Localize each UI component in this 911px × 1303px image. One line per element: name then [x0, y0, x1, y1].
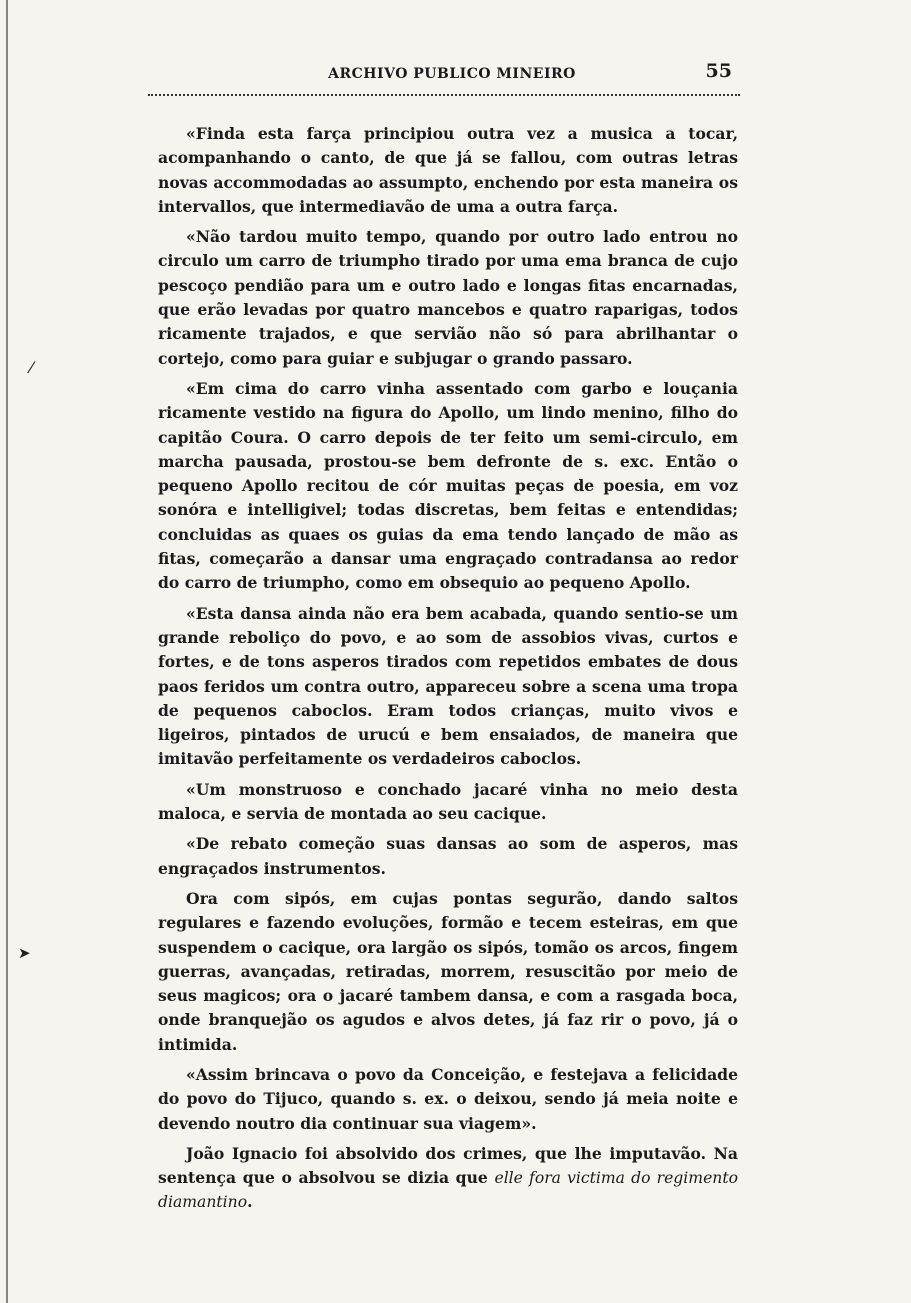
- paragraph: «Assim brincava o povo da Conceição, e festejava a felicidade do povo do Tijuco, quando s. ex. o deixou, sendo já meia noite e devendo noutro dia continuar sua viagem».: [158, 1064, 738, 1133]
- margin-pointer-icon: ➤: [18, 944, 31, 962]
- body-text: [158, 122, 738, 1221]
- italic-quote: elle fora victima do regimento diamantino: [158, 1169, 738, 1212]
- paragraph: «Finda esta farça principiou outra vez a musica a tocar, acompanhando o canto, de que já se fallou, com outras letras novas accommodadas ao assumpto, enchendo por esta maneira os intervallos, que intermediavão de uma a outra farça.: [158, 124, 738, 216]
- margin-mark-icon: ⁄: [30, 358, 33, 377]
- paragraph-final: [158, 1142, 738, 1215]
- paragraph: «Esta dansa ainda não era bem acabada, quando sentio-se um grande reboliço do povo, e ao som de assobios vivas, curtos e fortes, e de tons asperos tirados com repetidos embates de dous paos feridos um contra outro, appareceu sobre a scena uma tropa de pequenos caboclos. Eram todos crianças, muito vivos e ligeiros, pintados de urucú e bem ensaiados, de maneira que imitavão perfeitamente os verdadeiros caboclos.: [158, 603, 738, 769]
- paragraph-text: João Ignacio foi absolvido dos crimes, que lhe imputavão. Na sentença que o absolvou se dizia que: [158, 1143, 738, 1188]
- paragraph-end: .: [247, 1192, 253, 1212]
- running-title: ARCHIVO PUBLICO MINEIRO: [328, 66, 576, 82]
- paragraph: «Um monstruoso e conchado jacaré vinha no meio desta maloca, e servia de montada ao seu cacique.: [158, 779, 738, 824]
- paragraph: «Não tardou muito tempo, quando por outro lado entrou no circulo um carro de triumpho tirado por uma ema branca de cujo pescoço pendião para um e outro lado e longas fitas encarnadas, que erão levadas por quatro mancebos e quatro raparigas, todos ricamente trajados, e que servião não só para abrilhantar o cortejo, como para guiar e subjugar o grando passaro.: [158, 227, 738, 368]
- header-rule: [148, 94, 740, 96]
- paragraph: Ora com sipós, em cujas pontas segurão, dando saltos regulares e fazendo evoluções, formão e tecem esteiras, em que suspendem o cacique, ora largão os sipós, tomão os arcos, fingem guerras, avançadas, retiradas, morrem, resuscitão por meio de seus magicos; ora o jacaré tambem dansa, e com a rasgada boca, onde branquejão os agudos e alvos detes, já faz rir o povo, já o intimida.: [158, 888, 738, 1054]
- page-number: 55: [705, 60, 732, 82]
- page-header: [150, 60, 740, 94]
- paragraph: «Em cima do carro vinha assentado com garbo e louçania ricamente vestido na figura do Apollo, um lindo menino, filho do capitão Coura. O carro depois de ter feito um semi-circulo, em marcha pausada, prostou-se bem defronte de s. exc. Então o pequeno Apollo recitou de cór muitas peças de poesia, em voz sonóra e intelligivel; todas discretas, bem feitas e entendidas; concluidas as quaes os guias da ema tendo lançado de mão as fitas, começarão a dansar uma engraçado contradansa ao redor do carro de triumpho, como em obsequio ao pequeno Apollo.: [158, 378, 738, 593]
- page-edge-rule: [6, 0, 8, 1303]
- paragraph: «De rebato começão suas dansas ao som de asperos, mas engraçados instrumentos.: [158, 834, 738, 878]
